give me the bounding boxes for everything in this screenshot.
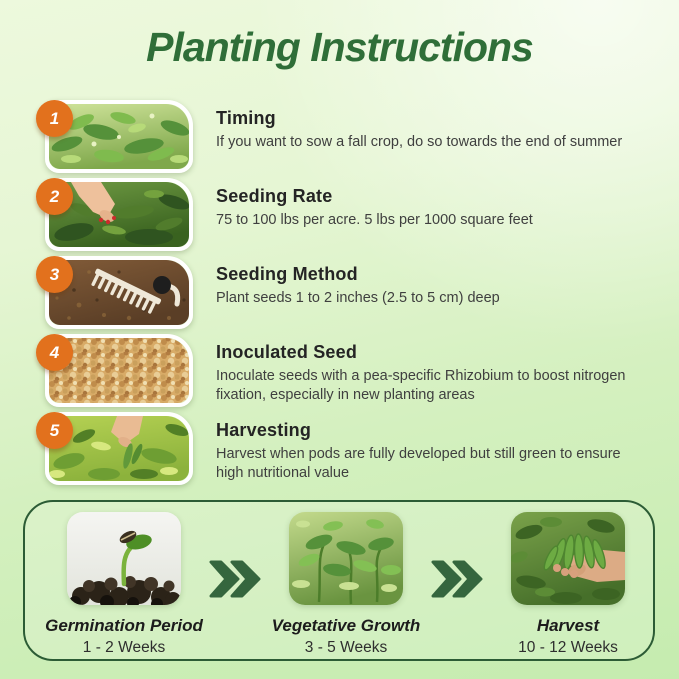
- young-pea-plants-photo: [289, 512, 403, 605]
- step-heading: Inoculated Seed: [216, 342, 358, 362]
- step-row-seeding-method: [45, 256, 634, 329]
- step-number-badge: 4: [36, 334, 73, 371]
- step-description: 75 to 100 lbs per acre. 5 lbs per 1000 square feet: [216, 212, 533, 228]
- step-row-timing: [45, 100, 634, 173]
- step-number-badge: 2: [36, 178, 73, 215]
- stage-duration: 3 - 5 Weeks: [304, 639, 388, 656]
- stage-harvest: [483, 512, 653, 659]
- step-text-block: [216, 334, 634, 405]
- double-chevron-icon: [431, 560, 483, 659]
- stage-photo-frame: [511, 512, 625, 605]
- step-number-badge: 3: [36, 256, 73, 293]
- step-number-badge: 1: [36, 100, 73, 137]
- stage-germination: [39, 512, 209, 659]
- seedling-sprout-photo: [67, 512, 181, 605]
- stage-vegetative-growth: [261, 512, 431, 659]
- step-heading: Seeding Method: [216, 264, 358, 284]
- step-text-block: [216, 178, 634, 230]
- stage-photo-frame: [289, 512, 403, 605]
- hand-holding-pea-pods-photo: [511, 512, 625, 605]
- step-row-seeding-rate: [45, 178, 634, 251]
- stage-photo-frame: [67, 512, 181, 605]
- stage-duration: 10 - 12 Weeks: [518, 639, 618, 656]
- stage-duration: 1 - 2 Weeks: [82, 639, 166, 656]
- step-heading: Timing: [216, 108, 276, 128]
- step-heading: Seeding Rate: [216, 186, 333, 206]
- step-description: If you want to sow a fall crop, do so towards the end of summer: [216, 134, 623, 150]
- step-photo-frame: [45, 412, 193, 485]
- step-text-block: [216, 256, 634, 308]
- step-photo-frame: [45, 100, 193, 173]
- step-description: Harvest when pods are fully developed but still green to ensure high nutritional value: [216, 446, 621, 481]
- page-title: Planting Instructions: [146, 24, 533, 70]
- step-photo-frame: [45, 256, 193, 329]
- growth-timeline-panel: [23, 500, 655, 661]
- stage-label: Germination Period: [45, 616, 203, 635]
- stage-label: Vegetative Growth: [271, 616, 421, 635]
- double-chevron-icon: [209, 560, 261, 659]
- step-description: Inoculate seeds with a pea-specific Rhizobium to boost nitrogen fixation, especially in new planting areas: [216, 368, 626, 403]
- step-photo-frame: [45, 178, 193, 251]
- step-description: Plant seeds 1 to 2 inches (2.5 to 5 cm) deep: [216, 290, 500, 306]
- step-row-harvesting: [45, 412, 634, 485]
- step-row-inoculated-seed: [45, 334, 634, 407]
- step-text-block: [216, 100, 634, 152]
- stage-label: Harvest: [536, 616, 600, 635]
- step-number-badge: 5: [36, 412, 73, 449]
- step-heading: Harvesting: [216, 420, 312, 440]
- step-photo-frame: [45, 334, 193, 407]
- step-text-block: [216, 412, 634, 483]
